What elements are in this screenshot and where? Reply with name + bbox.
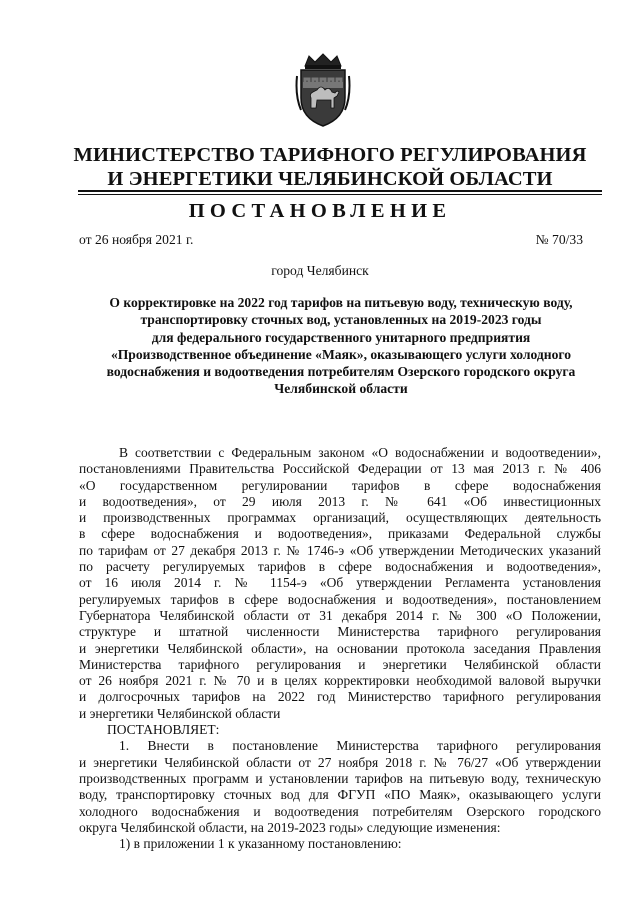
title-line: транспортировку сточных вод, установленных на 2019-2023 годы (140, 312, 542, 328)
body-line: регулируемых тарифов в сфере водоснабжения и водоотведения», постановлением (79, 591, 601, 607)
title-line: Челябинской области (274, 381, 408, 397)
body-line: «О государственном регулировании тарифов в сфере водоснабжения (79, 477, 601, 493)
body-line: и энергетики Челябинской области (79, 705, 281, 721)
body-line-resolves: ПОСТАНОВЛЯЕТ: (107, 722, 220, 738)
title-line: «Производственное объединение «Маяк», оказывающего услуги холодного (110, 346, 572, 362)
chelyabinsk-coat-of-arms-icon (295, 52, 351, 128)
body-line: от 26 ноября 2021 г. № 70 и в целях корректировки необходимой валовой выручки (79, 673, 601, 689)
body-line: и энергетики Челябинской области от 27 ноября 2018 г. № 76/27 «Об утверждении (79, 754, 601, 770)
body-line: в сфере водоснабжения и водоотведения», приказами Федеральной службы (79, 526, 601, 542)
document-number: № 70/33 (535, 232, 583, 247)
header-rule (78, 190, 602, 192)
body-line: округа Челябинской области, на 2019-2023 годы» следующие изменения: (79, 819, 501, 835)
body-line: структуре и штатной численности Министерства тарифного регулирования (79, 624, 601, 640)
document-body (79, 445, 601, 852)
body-line: постановлениями Правительства Российской Федерации от 13 мая 2013 г. № 406 (79, 461, 601, 477)
body-line: от 16 июля 2014 г. № 1154-э «Об утверждении Регламента установления (79, 575, 601, 591)
document-title (78, 294, 604, 398)
ministry-name-line1: МИНИСТЕРСТВО ТАРИФНОГО РЕГУЛИРОВАНИЯ (73, 144, 587, 166)
body-line: производственных программ и установлении тарифов на питьевую воду, техническую (79, 770, 601, 786)
document-city: город Челябинск (271, 263, 369, 278)
body-line: и долгосрочных тарифов на 2022 год Министерство тарифного регулирования (79, 689, 601, 705)
title-line: О корректировке на 2022 год тарифов на питьевую воду, техническую воду, (109, 295, 573, 310)
document-type: ПОСТАНОВЛЕНИЕ (188, 200, 452, 222)
body-line: по тарифам от 27 декабря 2013 г. № 1746-э «Об утверждении Методических указаний (79, 542, 601, 558)
body-line: и водоотведения», от 29 июля 2013 г. № 641 «Об инвестиционных (79, 493, 601, 509)
body-line: и производственных программах организаций, осуществляющих деятельность (79, 510, 601, 526)
body-line: по расчету регулируемых тарифов в сфере водоснабжения и водоотведения», (79, 559, 601, 575)
header-rule-thin (78, 194, 602, 195)
body-line: 1. Внести в постановление Министерства тарифного регулирования (119, 738, 601, 754)
body-line: воду, транспортировку сточных вод для ФГУП «ПО Маяк», оказывающего услуги (79, 787, 601, 803)
body-line: В соответствии с Федеральным законом «О водоснабжении и водоотведении», (119, 445, 601, 460)
body-line: 1) в приложении 1 к указанному постановлению: (119, 836, 402, 852)
document-date: от 26 ноября 2021 г. (79, 232, 194, 247)
title-line: для федерального государственного унитарного предприятия (151, 329, 531, 345)
body-line: Губернатора Челябинской области от 31 декабря 2014 г. № 300 «О Положении, (79, 607, 601, 623)
body-line: и энергетики Челябинской области», на основании протокола заседания Правления (79, 640, 601, 656)
body-line: холодного водоснабжения и водоотведения потребителям Озерского городского (79, 803, 601, 819)
body-line: Министерства тарифного регулирования и энергетики Челябинской области (79, 656, 601, 672)
title-line: водоснабжения и водоотведения потребителям Озерского городского округа (106, 364, 576, 380)
ministry-name-line2: И ЭНЕРГЕТИКИ ЧЕЛЯБИНСКОЙ ОБЛАСТИ (107, 168, 553, 190)
